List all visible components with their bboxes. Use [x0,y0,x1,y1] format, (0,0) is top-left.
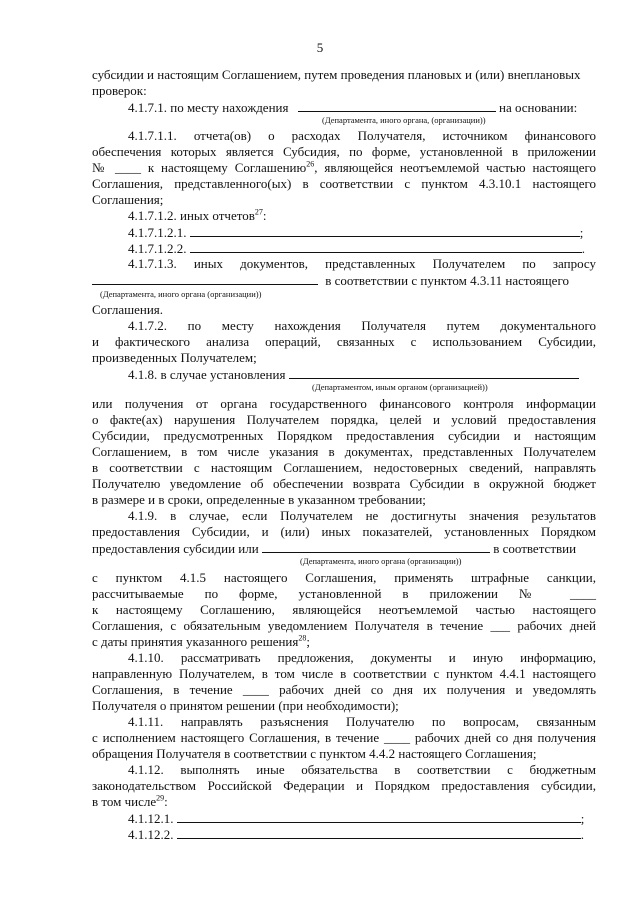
text-line: с пунктом 4.1.5 настоящего Соглашения, применять штрафные санкции, [92,570,596,585]
text-line: или получения от органа государственного финансового контроля информации [92,396,596,411]
text-segment: ; [580,811,585,826]
text-line: предоставления Субсидии, и (или) иных показателей, установленных Порядком [92,524,596,539]
text-line: произведенных Получателем; [92,350,257,365]
text-line [92,794,596,810]
text-line: 4.1.7.2. по месту нахождения Получателя путем документального [128,318,596,333]
text-segment: . [581,241,585,256]
text-line: с исполнением настоящего Соглашения, в течение ____ рабочих дней со дня получения [92,730,596,745]
text-line [92,272,596,289]
text-line: к настоящему Соглашению, являющейся неотъемлемой частью настоящего [92,602,596,617]
text-segment: в соответствии [493,541,577,556]
text-line [128,208,596,224]
text-segment: в том числе [92,794,157,809]
text-segment: : [164,794,168,809]
footnote-ref: 27 [254,207,263,217]
text-line: направленную Получателем, в том числе в соответствии с пунктом 4.4.1 настоящего [92,666,596,681]
fill-in-blank [190,224,580,237]
text-segment: 4.1.12.2. [128,827,174,842]
text-segment: № ____ к настоящему Соглашению [92,160,307,175]
text-line: Соглашения, представленного(ых) в соответствии с пунктом 4.3.10.1 настоящего [92,176,596,191]
text-line: 4.1.11. направлять разъяснения Получателю по вопросам, связанным [128,714,596,729]
text-line: Субсидии, предусмотренных Порядком предоставления субсидии и настоящим [92,428,596,443]
text-line [128,240,596,257]
text-line: Соглашения, в течение ____ рабочих дней со дня их получения и уведомлять [92,682,596,697]
fill-in-blank [298,99,496,112]
text-line: Соглашения, с обязательным уведомлением Получателя в течение ___ рабочих дней [92,618,596,633]
text-line: 4.1.7.1.1. отчета(ов) о расходах Получателя, источником финансового [128,128,596,143]
text-segment: ; [306,634,310,649]
text-segment: в соответствии с пунктом 4.3.11 настоящего [325,273,569,288]
text-line: о факте(ах) нарушения Получателем порядка, целей и условий предоставления [92,412,596,427]
field-caption: (Департаментом, иным органом (организацией)) [312,382,488,392]
footnote-ref: 26 [306,159,315,169]
text-line: и фактического анализа операций, связанных с использованием Субсидии, [92,334,596,349]
fill-in-blank [177,810,581,823]
text-segment: с даты принятия указанного решения [92,634,299,649]
fill-in-blank [262,540,490,553]
text-line: Получателю уведомление об обеспечении возврата Субсидии в окружной бюджет [92,476,596,491]
text-segment: 4.1.7.1.2.1. [128,225,187,240]
footnote-ref: 29 [156,793,165,803]
text-line: проверок: [92,83,147,98]
page-number: 5 [316,40,324,55]
text-segment: на основании: [498,100,578,115]
field-caption: (Департамента, иного органа, (организации)) [322,115,486,125]
text-line: законодательством Российской Федерации и Порядком предоставления субсидии, [92,778,596,793]
text-segment: , являющейся неотъемлемой частью настоящего [314,160,596,175]
text-line [128,224,596,241]
text-segment: . [580,827,584,842]
text-line [128,99,596,116]
text-segment: 4.1.7.1.2. иных отчетов [128,208,255,223]
text-segment: 4.1.12.1. [128,811,174,826]
text-line [92,540,596,557]
text-line [128,366,596,383]
text-segment: 4.1.7.1.2.2. [128,241,187,256]
text-line: рассчитываемые по форме, установленной в приложении № ____ [92,586,596,601]
field-caption: (Департамента, иного органа (организации)) [300,556,462,566]
fill-in-blank [177,826,581,839]
text-segment: предоставления субсидии или [92,541,259,556]
text-line: в размере и в сроки, определенные в указанном требовании; [92,492,426,507]
fill-in-blank [289,366,579,379]
text-line [92,634,596,650]
fill-in-blank [190,240,582,253]
text-segment: 4.1.7.1. по месту нахождения [128,100,289,115]
text-line: обеспечения которых является Субсидия, по форме, установленной в приложении [92,144,596,159]
text-line: 4.1.7.1.3. иных документов, представленных Получателем по запросу [128,256,596,271]
text-segment: 4.1.8. в случае установления [128,367,286,382]
text-line: в соответствии с настоящим Соглашением, недостоверных сведений, направлять [92,460,596,475]
text-line: субсидии и настоящим Соглашением, путем проведения плановых и (или) внеплановых [92,67,581,82]
text-line: 4.1.10. рассматривать предложения, документы и иную информацию, [128,650,596,665]
text-line: Соглашением, в том числе указания в документах, представленных Получателем [92,444,596,459]
fill-in-blank [92,272,318,285]
field-caption: (Департамента, иного органа (организации)) [100,289,262,299]
text-segment: : [262,208,267,223]
text-line: 4.1.9. в случае, если Получателем не достигнуты значения результатов [128,508,596,523]
text-line [128,826,596,843]
footnote-ref: 28 [298,633,307,643]
text-line: обращения Получателя в соответствии с пунктом 4.4.2 настоящего Соглашения; [92,746,537,761]
text-segment: ; [579,225,584,240]
text-line: Соглашения. [92,302,164,317]
text-line [92,160,596,176]
text-line: Получателя о принятом решении (при необходимости); [92,698,399,713]
text-line: Соглашения; [92,192,164,207]
text-line [128,810,596,827]
text-line: 4.1.12. выполнять иные обязательства в соответствии с бюджетным [128,762,596,777]
